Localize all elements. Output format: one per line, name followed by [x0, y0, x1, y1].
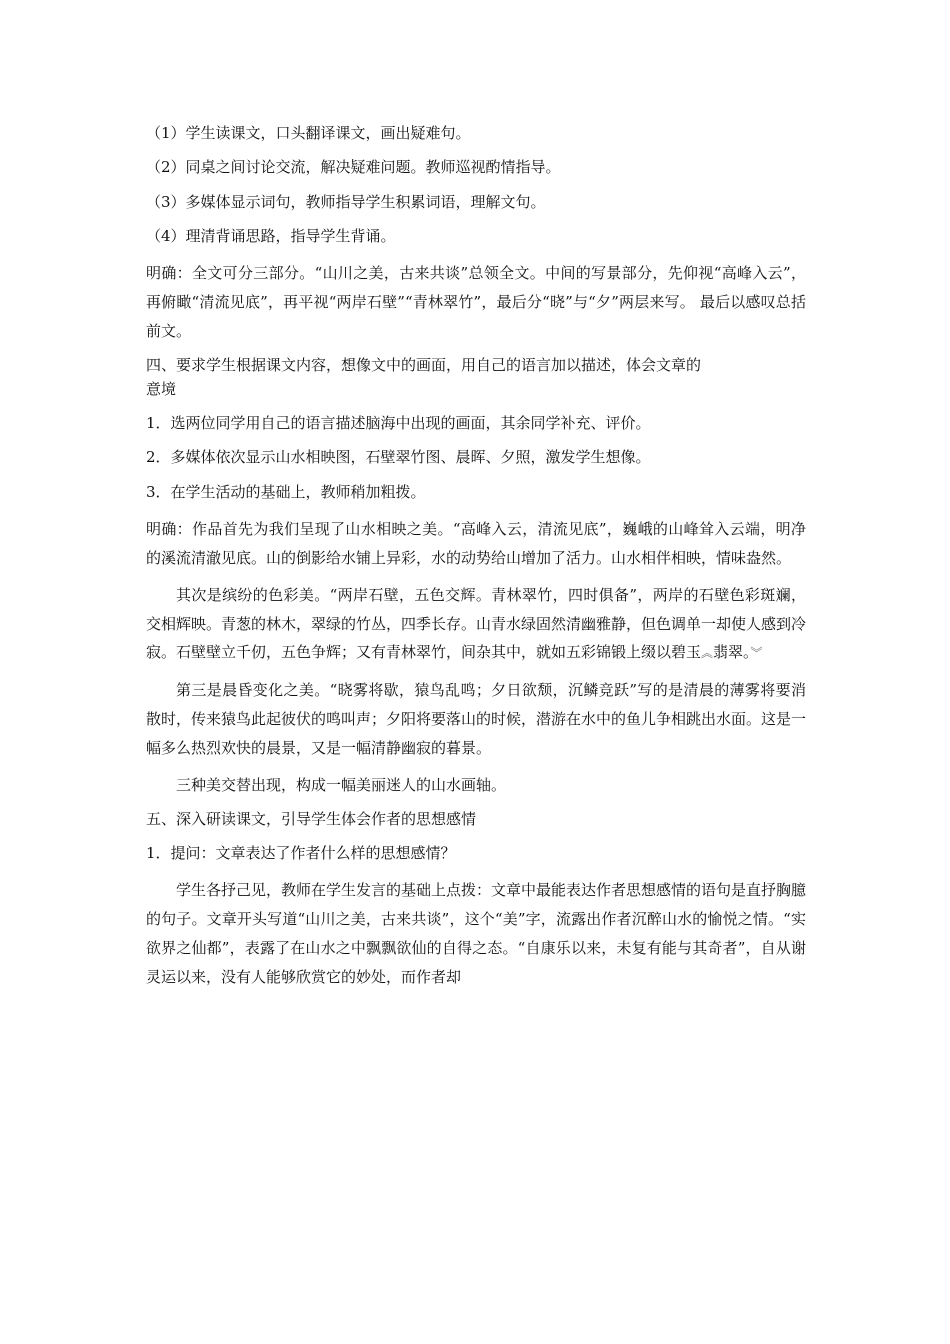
- item-1: 1．选两位同学用自己的语言描述脑海中出现的画面，其余同学补充、评价。: [146, 414, 651, 433]
- expand-down-icon[interactable]: ︾: [750, 646, 763, 661]
- paragraph-answer: 学生各抒己见，教师在学生发言的基础上点拨：文章中最能表达作者思想感情的语句是直抒胸臆的句子。文章开头写道“山川之美，古来共谈”，这个“美”字，流露出作者沉醉山水的愉悦之情。“实欲界之仙都”，表露了在山水之中飘飘欲仙的自得之态。“自康乐以来，未复有能与其奇者”，自从谢灵运以来，没有人能够欣赏它的妙处，而作者却: [146, 881, 807, 986]
- collapse-up-icon[interactable]: ︽: [701, 646, 714, 661]
- ming-que-scenery: 明确：作品首先为我们呈现了山水相映之美。“高峰入云，清流见底”，巍峨的山峰耸入云端，明净的溪流清澈见底。山的倒影给水铺上异彩，水的动势给山增加了活力。山水相伴相映，情味盎然。: [146, 519, 806, 567]
- section-4-heading: 四、要求学生根据课文内容，想像文中的画面，用自己的语言加以描述，体会文章的: [146, 355, 702, 374]
- question-1: 1．提问：文章表达了作者什么样的思想感情？: [146, 844, 456, 863]
- document-body: [146, 122, 806, 1000]
- section-4-heading-cont: 意境: [146, 379, 177, 398]
- item-2: 2．多媒体依次显示山水相映图，石壁翠竹图、晨晖、夕照，激发学生想像。: [146, 448, 651, 467]
- paragraph-color-beauty: [146, 581, 806, 668]
- paragraph-color-end: 翡翠。: [713, 643, 751, 662]
- paragraph-dawn-dusk: 第三是晨昏变化之美。“晓雾将歇，猿鸟乱鸣；夕日欲颓，沉鳞竞跃”写的是清晨的薄雾将要消散时，传来猿鸟此起彼伏的鸣叫声；夕阳将要落山的时候，潜游在水中的鱼儿争相跳出水面。这是一幅多么热烈欢快的晨景，又是一幅清静幽寂的暮景。: [146, 681, 807, 757]
- section-5-heading: 五、深入研读课文，引导学生体会作者的思想感情: [146, 809, 477, 828]
- step-4: （4）理清背诵思路，指导学生背诵。: [146, 226, 396, 245]
- item-3: 3．在学生活动的基础上，教师稍加粗拨。: [146, 482, 426, 501]
- ming-que-structure: 明确：全文可分三部分。“山川之美，古来共谈”总领全文。中间的写景部分，先仰视“高峰入云”，再俯瞰“清流见底”，再平视“两岸石壁”“青林翠竹”，最后分“晓”与“夕”两层来写。 最后以感叹总括前文。: [146, 264, 806, 340]
- paragraph-three-beauties: 三种美交替出现，构成一幅美丽迷人的山水画轴。: [176, 775, 507, 794]
- step-3: （3）多媒体显示词句，教师指导学生积累词语，理解文句。: [146, 192, 546, 211]
- step-2: （2）同桌之间讨论交流，解决疑难问题。教师巡视酌情指导。: [146, 158, 561, 177]
- paragraph-color-text: 其次是缤纷的色彩美。“两岸石壁，五色交辉。青林翠竹，四时俱备”，两岸的石壁色彩斑斓，交相辉映。青葱的林木，翠绿的竹丛，四季长存。山青水绿固然清幽雅静，但色调单一却使人感到冷寂。石壁壁立千仞，五色争辉；又有青林翠竹，间杂其中，就如五彩锦锻上缀以碧玉: [146, 585, 807, 662]
- step-1: （1）学生读课文，口头翻译课文，画出疑难句。: [146, 124, 471, 142]
